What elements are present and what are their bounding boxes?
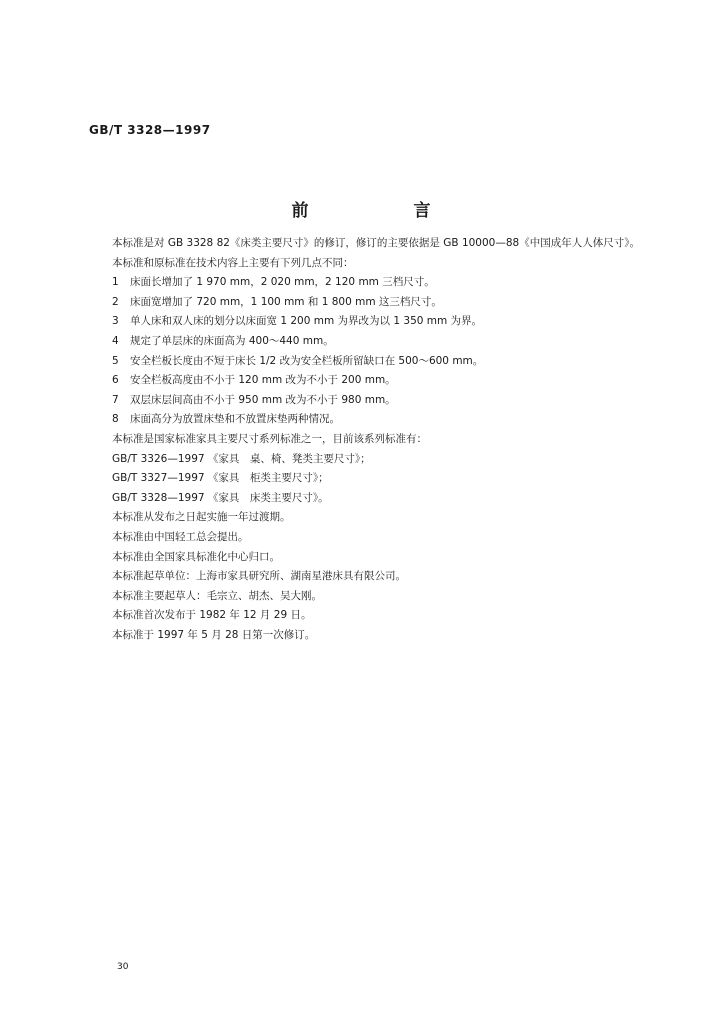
change-item: 1 床面长增加了 1 970 mm，2 020 mm，2 120 mm 三档尺寸。 [112, 276, 435, 289]
series-standard: GB/T 3328—1997 《家具 床类主要尺寸》。 [112, 491, 329, 504]
change-item-text: 安全栏板高度由不小于 120 mm 改为不小于 200 mm。 [130, 374, 396, 387]
change-item: 3 单人床和双人床的划分以床面宽 1 200 mm 为界改为以 1 350 mm 为界。 [112, 315, 483, 328]
closing-line: 本标准主要起草人：毛宗立、胡杰、吴大刚。 [112, 589, 322, 602]
series-standard: GB/T 3327—1997 《家具 柜类主要尺寸》； [112, 472, 329, 485]
series-standard: GB/T 3326—1997 《家具 桌、椅、凳类主要尺寸》； [112, 452, 371, 465]
standard-code-header: GB/T 3328—1997 [89, 123, 211, 137]
closing-line: 本标准于 1997 年 5 月 28 日第一次修订。 [112, 628, 316, 641]
page-title: 前 言 [291, 201, 475, 221]
change-item-text: 床面宽增加了 720 mm，1 100 mm 和 1 800 mm 这三档尺寸。 [130, 295, 442, 308]
change-item-text: 双层床层间高由不小于 950 mm 改为不小于 980 mm。 [130, 393, 396, 406]
change-item-text: 规定了单层床的床面高为 400～440 mm。 [130, 334, 334, 347]
change-item-text: 床面长增加了 1 970 mm，2 020 mm，2 120 mm 三档尺寸。 [130, 276, 435, 289]
closing-line: 本标准从发布之日起实施一年过渡期。 [112, 511, 291, 524]
change-item-text: 安全栏板长度由不短于床长 1/2 改为安全栏板所留缺口在 500～600 mm。 [130, 354, 484, 367]
change-item-text: 单人床和双人床的划分以床面宽 1 200 mm 为界改为以 1 350 mm 为界。 [130, 315, 483, 328]
changes-intro: 本标准和原标准在技术内容上主要有下列几点不同： [112, 256, 354, 269]
closing-line: 本标准由全国家具标准化中心归口。 [112, 550, 280, 563]
closing-line: 本标准由中国轻工总会提出。 [112, 530, 249, 543]
page-number: 30 [117, 962, 129, 972]
document-body [89, 234, 659, 645]
change-item: 7 双层床层间高由不小于 950 mm 改为不小于 980 mm。 [112, 393, 396, 406]
series-intro: 本标准是国家标准家具主要尺寸系列标准之一，目前该系列标准有： [112, 432, 427, 445]
change-item-text: 床面高分为放置床垫和不放置床垫两种情况。 [130, 413, 340, 426]
closing-line: 本标准起草单位：上海市家具研究所、湖南星港床具有限公司。 [112, 570, 406, 583]
change-item: 5 安全栏板长度由不短于床长 1/2 改为安全栏板所留缺口在 500～600 mm。 [112, 354, 484, 367]
intro-paragraph: 本标准是对 GB 3328 82《床类主要尺寸》的修订，修订的主要依据是 GB 10000—88《中国成年人人体尺寸》。 [112, 237, 640, 249]
closing-line: 本标准首次发布于 1982 年 12 月 29 日。 [112, 609, 312, 622]
change-item: 2 床面宽增加了 720 mm，1 100 mm 和 1 800 mm 这三档尺寸。 [112, 295, 442, 308]
change-item: 8 床面高分为放置床垫和不放置床垫两种情况。 [112, 413, 340, 426]
change-item: 4 规定了单层床的床面高为 400～440 mm。 [112, 334, 334, 347]
change-item: 6 安全栏板高度由不小于 120 mm 改为不小于 200 mm。 [112, 374, 396, 387]
